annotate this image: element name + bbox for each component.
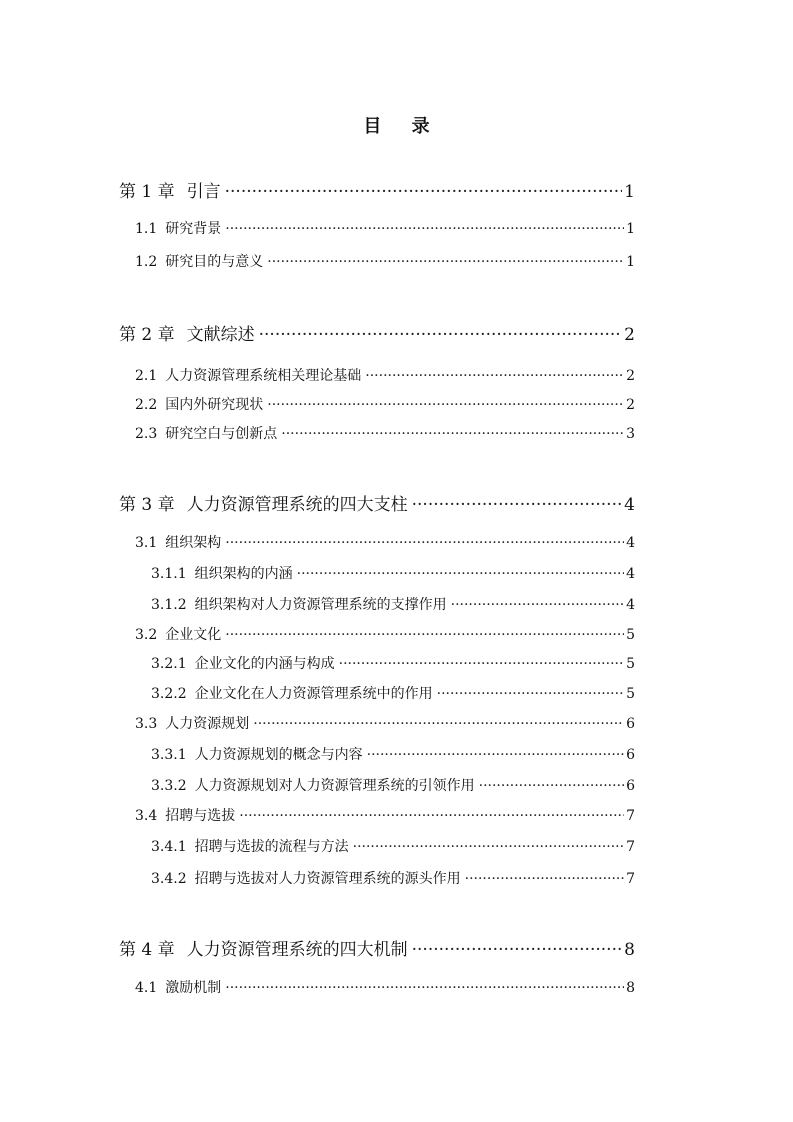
toc-entry-number: 2.3	[135, 426, 158, 442]
toc-entry-page: 8	[626, 980, 635, 996]
toc-entry[interactable]	[135, 977, 635, 997]
toc-entry-page: 1	[624, 182, 635, 202]
toc-entry-title: 招聘与选拔对人力资源管理系统的源头作用	[194, 871, 461, 887]
toc-entry-page: 4	[626, 535, 635, 551]
toc-leader-dots	[225, 980, 624, 996]
toc-entry-title: 组织架构	[165, 535, 222, 551]
toc-entry-title: 引言	[186, 182, 221, 202]
toc-entry-number: 3.1	[135, 535, 158, 551]
toc-entry-number: 2.2	[135, 397, 158, 413]
toc-leader-dots	[412, 495, 623, 515]
toc-entry[interactable]	[135, 365, 635, 385]
toc-entry-number: 3.2.1	[151, 656, 187, 672]
toc-leader-dots	[225, 627, 624, 643]
toc-entry[interactable]	[135, 218, 635, 238]
toc-leader-dots	[353, 839, 624, 855]
toc-entry[interactable]	[151, 744, 635, 764]
toc-entry-page: 1	[626, 221, 635, 237]
toc-entry-number: 3.4.2	[151, 871, 187, 887]
toc-leader-dots	[225, 221, 624, 237]
toc-entry-page: 2	[624, 325, 635, 345]
toc-entry[interactable]	[151, 683, 635, 703]
toc-entry[interactable]	[119, 320, 635, 345]
toc-entry-page: 2	[626, 368, 635, 384]
toc-entry-title: 文献综述	[186, 325, 255, 345]
toc-entry-title: 招聘与选拔的流程与方法	[194, 839, 349, 855]
toc-entry-title: 人力资源管理系统相关理论基础	[165, 368, 362, 384]
toc-entry-number: 3.2.2	[151, 686, 187, 702]
toc-leader-dots	[267, 397, 624, 413]
toc-entry-page: 2	[626, 397, 635, 413]
toc-entry-number: 3.3.1	[151, 747, 187, 763]
toc-entry-number: 1.1	[135, 221, 158, 237]
toc-entry-title: 组织架构的内涵	[194, 566, 293, 582]
toc-leader-dots	[253, 716, 624, 732]
toc-leader-dots	[267, 254, 624, 270]
toc-entry[interactable]	[135, 624, 635, 644]
toc-entry-number: 3.1.2	[151, 597, 187, 613]
toc-entry-number: 第 1 章	[119, 182, 175, 202]
toc-entry[interactable]	[135, 805, 635, 825]
toc-entry-number: 3.3.2	[151, 778, 187, 794]
toc-entry-number: 3.4.1	[151, 839, 187, 855]
toc-entry[interactable]	[135, 394, 635, 414]
toc-entry-title: 人力资源管理系统的四大支柱	[186, 495, 408, 515]
toc-entry[interactable]	[151, 563, 635, 583]
toc-entry-number: 3.2	[135, 627, 158, 643]
toc-entry[interactable]	[135, 251, 635, 271]
toc-entry[interactable]	[151, 653, 635, 673]
toc-entry-page: 4	[626, 597, 635, 613]
toc-entry[interactable]	[135, 713, 635, 733]
toc-leader-dots	[451, 597, 624, 613]
toc-entry-title: 人力资源管理系统的四大机制	[186, 940, 408, 960]
toc-entry-number: 第 2 章	[119, 325, 175, 345]
toc-entry-title: 人力资源规划	[165, 716, 250, 732]
toc-entry-page: 7	[626, 871, 635, 887]
toc-leader-dots	[259, 325, 623, 345]
toc-entry[interactable]	[135, 532, 635, 552]
toc-entry-page: 6	[626, 716, 635, 732]
toc-entry-title: 人力资源规划对人力资源管理系统的引领作用	[194, 778, 475, 794]
toc-entry-page: 5	[626, 656, 635, 672]
toc-entry-page: 3	[626, 426, 635, 442]
toc-entry-page: 7	[626, 808, 635, 824]
toc-entry-title: 研究目的与意义	[165, 254, 264, 270]
toc-entry-page: 7	[626, 839, 635, 855]
toc-entry-number: 3.4	[135, 808, 158, 824]
toc-entry-page: 5	[626, 627, 635, 643]
toc-leader-dots	[437, 686, 624, 702]
toc-leader-dots	[281, 426, 624, 442]
toc-entry[interactable]	[119, 935, 635, 960]
toc-entry-page: 6	[626, 778, 635, 794]
toc-entry-title: 研究背景	[165, 221, 222, 237]
toc-entry-number: 3.3	[135, 716, 158, 732]
toc-leader-dots	[225, 182, 623, 202]
toc-entry[interactable]	[151, 775, 635, 795]
toc-entry-page: 4	[626, 566, 635, 582]
toc-entry-number: 4.1	[135, 980, 158, 996]
toc-leader-dots	[225, 535, 624, 551]
toc-entry-title: 企业文化在人力资源管理系统中的作用	[194, 686, 433, 702]
toc-entry-page: 4	[624, 495, 635, 515]
toc-title: 目 录	[363, 116, 442, 137]
toc-entry-title: 企业文化的内涵与构成	[194, 656, 335, 672]
toc-entry-title: 人力资源规划的概念与内容	[194, 747, 363, 763]
toc-entry-number: 1.2	[135, 254, 158, 270]
toc-leader-dots	[465, 871, 624, 887]
toc-leader-dots	[479, 778, 624, 794]
toc-entry-page: 5	[626, 686, 635, 702]
toc-entry-title: 招聘与选拔	[165, 808, 236, 824]
toc-entry[interactable]	[151, 836, 635, 856]
toc-entry-title: 企业文化	[165, 627, 222, 643]
toc-entry[interactable]	[135, 423, 635, 443]
toc-leader-dots	[367, 747, 624, 763]
toc-entry-page: 8	[624, 940, 635, 960]
toc-leader-dots	[239, 808, 624, 824]
toc-entry-title: 研究空白与创新点	[165, 426, 278, 442]
toc-entry[interactable]	[119, 177, 635, 202]
toc-entry-number: 第 3 章	[119, 495, 175, 515]
toc-entry-title: 国内外研究现状	[165, 397, 264, 413]
toc-entry[interactable]	[151, 868, 635, 888]
toc-leader-dots	[365, 368, 624, 384]
toc-entry[interactable]	[119, 490, 635, 515]
toc-entry-title: 组织架构对人力资源管理系统的支撑作用	[194, 597, 447, 613]
toc-entry-number: 3.1.1	[151, 566, 187, 582]
toc-entry-page: 6	[626, 747, 635, 763]
toc-leader-dots	[412, 940, 623, 960]
toc-entry-number: 第 4 章	[119, 940, 175, 960]
toc-entry[interactable]	[151, 594, 635, 614]
toc-leader-dots	[297, 566, 624, 582]
toc-leader-dots	[339, 656, 624, 672]
toc-entry-page: 1	[626, 254, 635, 270]
toc-entry-title: 激励机制	[165, 980, 222, 996]
toc-entry-number: 2.1	[135, 368, 158, 384]
